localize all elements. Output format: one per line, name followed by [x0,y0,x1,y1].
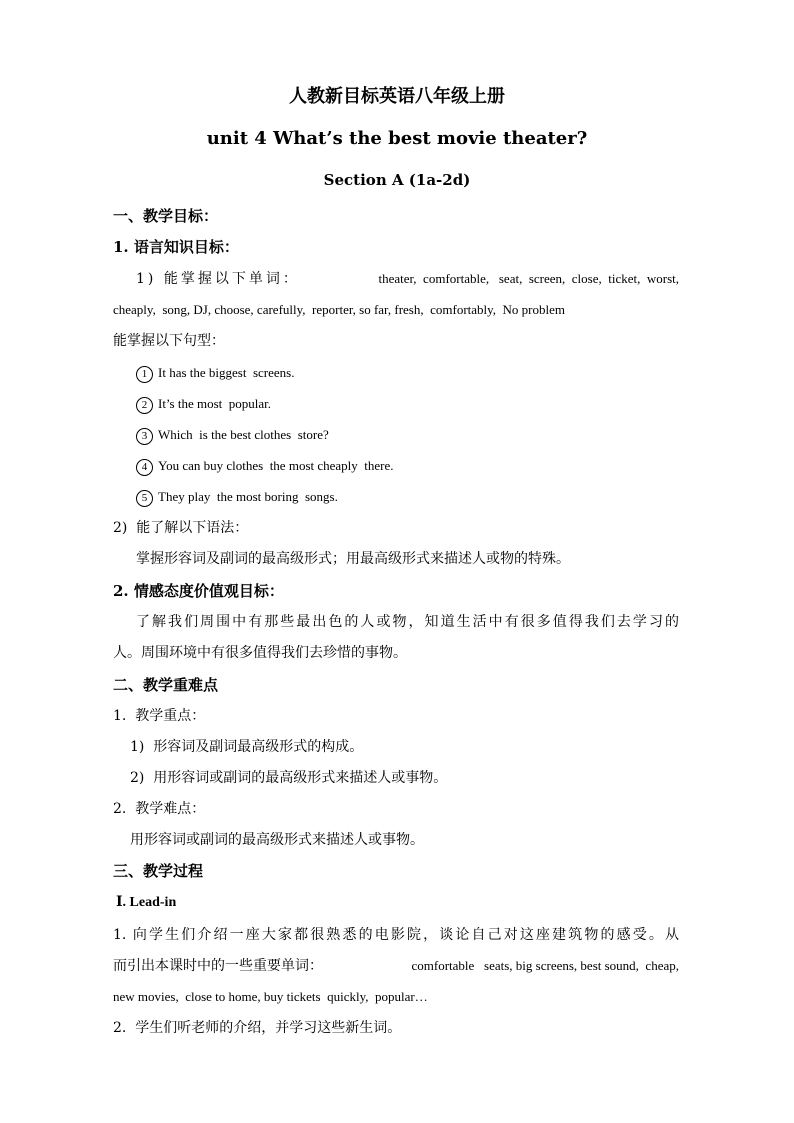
vocab-line-2: cheaply, song, DJ, choose, carefully, reporter, so far, fresh, comfortably, No problem [113,302,566,317]
language-goals-heading: 1. 语言知识目标： [113,238,239,256]
vocab-prefix: 1) 能掌握以下单词： [136,271,300,287]
sentence-item [136,426,329,445]
attitude-goals-heading: 2. 情感态度价值观目标： [113,582,284,600]
circled-number: 4 [136,459,153,476]
unit-title: unit 4 What’s the best movie theater? [206,128,588,149]
attitude-line-2: 人。周围环境中有很多值得我们去珍惜的事物。 [113,645,407,661]
sentence-text: They play the most boring songs. [158,489,338,504]
sentence-item [136,488,338,507]
lead-in-heading: Ⅰ. Lead-in [116,895,177,910]
difficulty-text: 用形容词或副词的最高级形式来描述人或事物。 [130,832,424,848]
sentence-intro: 能掌握以下句型： [113,333,225,349]
grammar-heading: 2) 能了解以下语法： [113,520,249,536]
section-2-heading: 二、教学重难点 [113,676,219,694]
attitude-line-1: 了解我们周围中有那些最出色的人或物，知道生活中有很多值得我们去学习的 [136,614,679,630]
key-point-item: 2) 用形容词或副词的最高级形式来描述人或事物。 [130,770,448,786]
circled-number: 1 [136,366,153,383]
vocab-words-1: theater, comfortable, seat, screen, close, ticket, worst, [378,271,679,286]
section-title: Section A (1a-2d) [323,171,471,189]
circled-number: 5 [136,490,153,507]
step-1-words: comfortable seats, big screens, best sound, cheap, [411,958,679,973]
step-1-line-2 [113,957,679,975]
sentence-item [136,395,271,414]
circled-number: 3 [136,428,153,445]
step-1-line-3: new movies, close to home, buy tickets quickly, popular… [113,989,428,1004]
section-3-heading: 三、教学过程 [113,862,204,880]
document-title: 人教新目标英语八年级上册 [289,86,505,107]
vocab-line-1 [136,270,679,288]
sentence-text: It’s the most popular. [158,396,272,411]
sentence-text: Which is the best clothes store? [158,427,329,442]
grammar-text: 掌握形容词及副词的最高级形式；用最高级形式来描述人或物的特殊。 [136,551,570,567]
step-2: 2. 学生们听老师的介绍，并学习这些新生词。 [113,1020,402,1036]
key-points-heading: 1. 教学重点： [113,708,206,724]
circled-number: 2 [136,397,153,414]
key-point-item: 1) 形容词及副词最高级形式的构成。 [130,739,364,755]
difficulty-heading: 2. 教学难点： [113,801,206,817]
sentence-item [136,457,394,476]
sentence-text: It has the biggest screens. [158,365,295,380]
section-1-heading: 一、教学目标： [113,207,219,225]
step-1-prefix: 而引出本课时中的一些重要单词： [113,958,323,974]
step-1-line-1: 1. 向学生们介绍一座大家都很熟悉的电影院，谈论自己对这座建筑物的感受。从 [113,927,679,943]
sentence-item [136,364,294,383]
sentence-text: You can buy clothes the most cheaply there. [158,458,394,473]
